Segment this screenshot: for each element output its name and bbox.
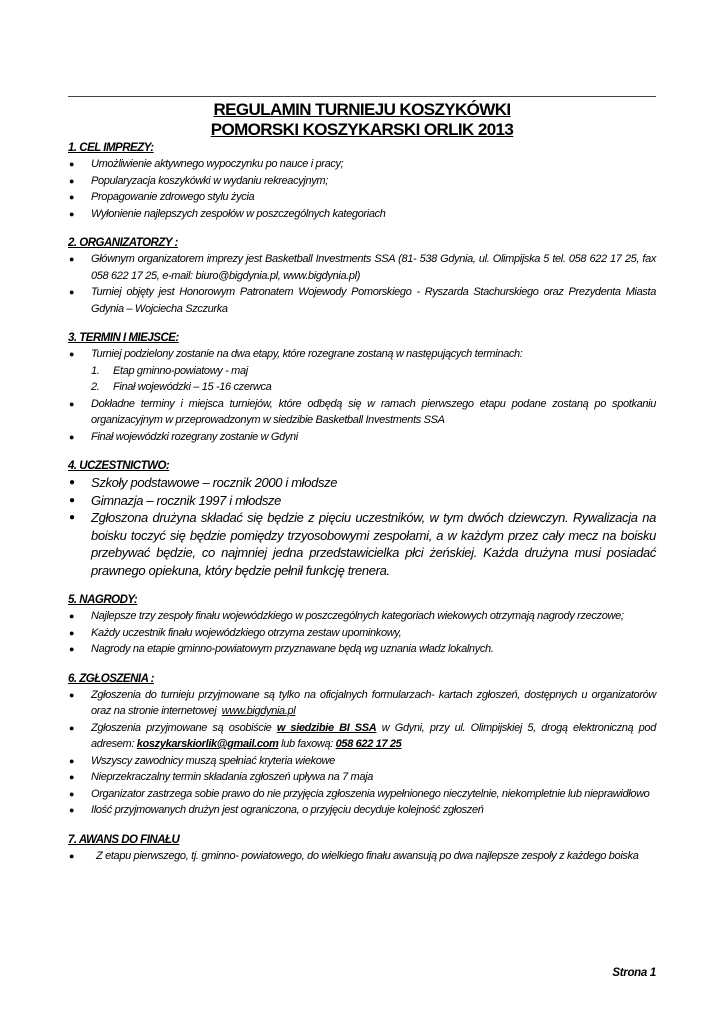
section-heading-awans: 7. AWANS DO FINAŁU (68, 833, 180, 846)
section-list-nagrody (68, 608, 656, 658)
list-item: ● Dokładne terminy i miejsca turniejów, które odbędą się w ramach pierwszego etapu podane zostaną po spotkaniu organizacyjnym w przeprowadzonym w siedzibie Basketball Investments SSA (69, 397, 656, 426)
list-item: ● Ilość przyjmowanych drużyn jest ograniczona, o przyjęciu decyduje kolejność zgłoszeń (68, 802, 656, 819)
website-link[interactable]: www.bigdynia.pl (221, 705, 296, 717)
page-number: Strona 1 (612, 967, 656, 979)
bullet-icon: ● (69, 494, 75, 506)
bullet-icon: ● (69, 805, 75, 815)
sub-list-etapy (91, 363, 656, 396)
bullet-icon: ● (69, 208, 75, 219)
list-item: ● Turniej objęty jest Honorowym Patronatem Wojewody Pomorskiego - Ryszarda Stachurskiego oraz Prezydenta Miasta Gdynia – Wojciecha Szczurka (69, 286, 656, 315)
list-item: ● Zgłoszenia przyjmowane są osobiście w siedzibie BI SSA w Gdyni, przy ul. Olimpijskiej 5, drogą elektroniczną pod adresem: koszykarskiorlik@gmail.com lub faxową: 058 622 17 25 (69, 721, 656, 750)
list-item: ● Turniej podzielony zostanie na dwa etapy, które rozegrane zostaną w następujących terminach: 1. Etap gminno-powiatowy - maj 2. Finał wojewódzki – 15 -16 czerwca (68, 346, 656, 396)
list-item: ● Zgłoszona drużyna składać się będzie z pięciu uczestników, w tym dwóch dziewczyn. Rywalizacja na boisku toczyć się będzie pomiędzy trzyosobowymi zespołami, a w każdym przez cały mecz na boisku przebywać będzie, co najmniej jedna przedstawicielka płci żeńskiej. Każda drużyna musi posiadać prawnego opiekuna, który będzie pełnił funkcję trenera. (69, 510, 656, 578)
section-heading-termin: 3. TERMIN I MIEJSCE: (68, 332, 179, 344)
bullet-icon: ● (69, 512, 75, 523)
list-item: ● Nagrody na etapie gminno-powiatowym przyznawane będą wg uznania władz lokalnych. (68, 641, 656, 658)
section-list-zgloszenia (68, 687, 656, 819)
list-item: ● Najlepsze trzy zespoły finału wojewódzkiego w poszczególnych kategoriach wiekowych otrzymają nagrody rzeczowe; (68, 608, 656, 625)
section-list-awans (68, 848, 656, 865)
bullet-icon: ● (69, 477, 75, 488)
title-line-2: POMORSKI KOSZYKARSKI ORLIK 2013 (210, 120, 514, 139)
list-item: ● Nieprzekraczalny termin składania zgłoszeń upływa na 7 maja (68, 769, 656, 786)
sub-list-item: 1. Etap gminno-powiatowy - maj (91, 364, 248, 377)
list-item: ● Z etapu pierwszego, tj. gminno- powiatowego, do wielkiego finału awansują po dwa najlepsze zespoły z każdego boiska (68, 848, 656, 865)
bullet-icon: ● (69, 287, 75, 297)
list-item: ● Zgłoszenia do turnieju przyjmowane są tylko na oficjalnych formularzach- kartach zgłoszeń, dostępnych u organizatorów oraz na stronie internetowej www.bigdynia.pl (69, 688, 656, 717)
title-line-1: REGULAMIN TURNIEJU KOSZYKÓWKI (213, 100, 511, 119)
list-item: ● Finał wojewódzki rozegrany zostanie w Gdyni (68, 429, 656, 446)
section-list-termin (68, 346, 656, 445)
bullet-icon: ● (69, 644, 75, 654)
bullet-icon: ● (69, 627, 75, 638)
list-item: ● Wyłonienie najlepszych zespołów w poszczególnych kategoriach (68, 206, 656, 223)
bullet-icon: ● (69, 192, 75, 202)
list-item: ● Wszyscy zawodnicy muszą spełniać kryteria wiekowe (68, 753, 656, 770)
list-item: ● Umożliwienie aktywnego wypoczynku po nauce i pracy; (68, 156, 656, 173)
section-list-cel (68, 156, 656, 222)
section-heading-uczestnictwo: 4. UCZESTNICTWO: (68, 460, 170, 472)
list-item: ● Organizator zastrzega sobie prawo do nie przyjęcia zgłoszenia wypełnionego nieczytelnie, niekompletnie lub nieprawidłowo (68, 786, 656, 803)
bullet-icon: ● (69, 431, 75, 442)
bullet-icon: ● (69, 772, 75, 782)
bullet-icon: ● (69, 254, 75, 264)
email-link[interactable]: koszykarskiorlik@gmail.com (136, 738, 279, 750)
list-item: ● Gimnazja – rocznik 1997 i młodsze (69, 492, 282, 508)
bullet-icon: ● (69, 611, 75, 621)
bullet-icon: ● (69, 722, 75, 733)
bullet-icon: ● (69, 175, 75, 186)
header-rule (68, 96, 656, 97)
document-body (68, 141, 656, 864)
list-item: ● Szkoły podstawowe – rocznik 2000 i młodsze (69, 475, 338, 490)
list-item: ● Każdy uczestnik finału wojewódzkiego otrzyma zestaw upominkowy, (68, 625, 656, 642)
bullet-icon: ● (69, 850, 75, 861)
list-item: ● Propagowanie zdrowego stylu życia (68, 189, 656, 206)
bullet-icon: ● (69, 689, 75, 700)
bullet-icon: ● (69, 398, 75, 409)
section-list-uczestnictwo (68, 474, 656, 579)
bullet-icon: ● (69, 349, 75, 359)
office-location: w siedzibie BI SSA (276, 721, 377, 734)
section-list-organizatorzy (68, 251, 656, 317)
section-heading-organizatorzy: 2. ORGANIZATORZY : (68, 237, 178, 249)
list-item: ● Popularyzacja koszykówki w wydaniu rekreacyjnym; (68, 173, 656, 190)
list-item: ● Głównym organizatorem imprezy jest Basketball Investments SSA (81- 538 Gdynia, ul. Olimpijska 5 tel. 058 622 17 25, fax 058 622 17 25, e-mail: biuro@bigdynia.pl, www.bigdynia.pl) (69, 253, 656, 282)
bullet-icon: ● (69, 159, 75, 169)
fax-number: 058 622 17 25 (335, 738, 402, 750)
section-heading-nagrody: 5. NAGRODY: (68, 594, 138, 606)
section-heading-cel: 1. CEL IMPREZY: (68, 142, 154, 154)
bullet-icon: ● (69, 755, 75, 766)
section-heading-zgloszenia: 6. ZGŁOSZENIA : (68, 672, 154, 685)
sub-list-item: 2. Finał wojewódzki – 15 -16 czerwca (91, 381, 272, 393)
bullet-icon: ● (69, 788, 75, 799)
